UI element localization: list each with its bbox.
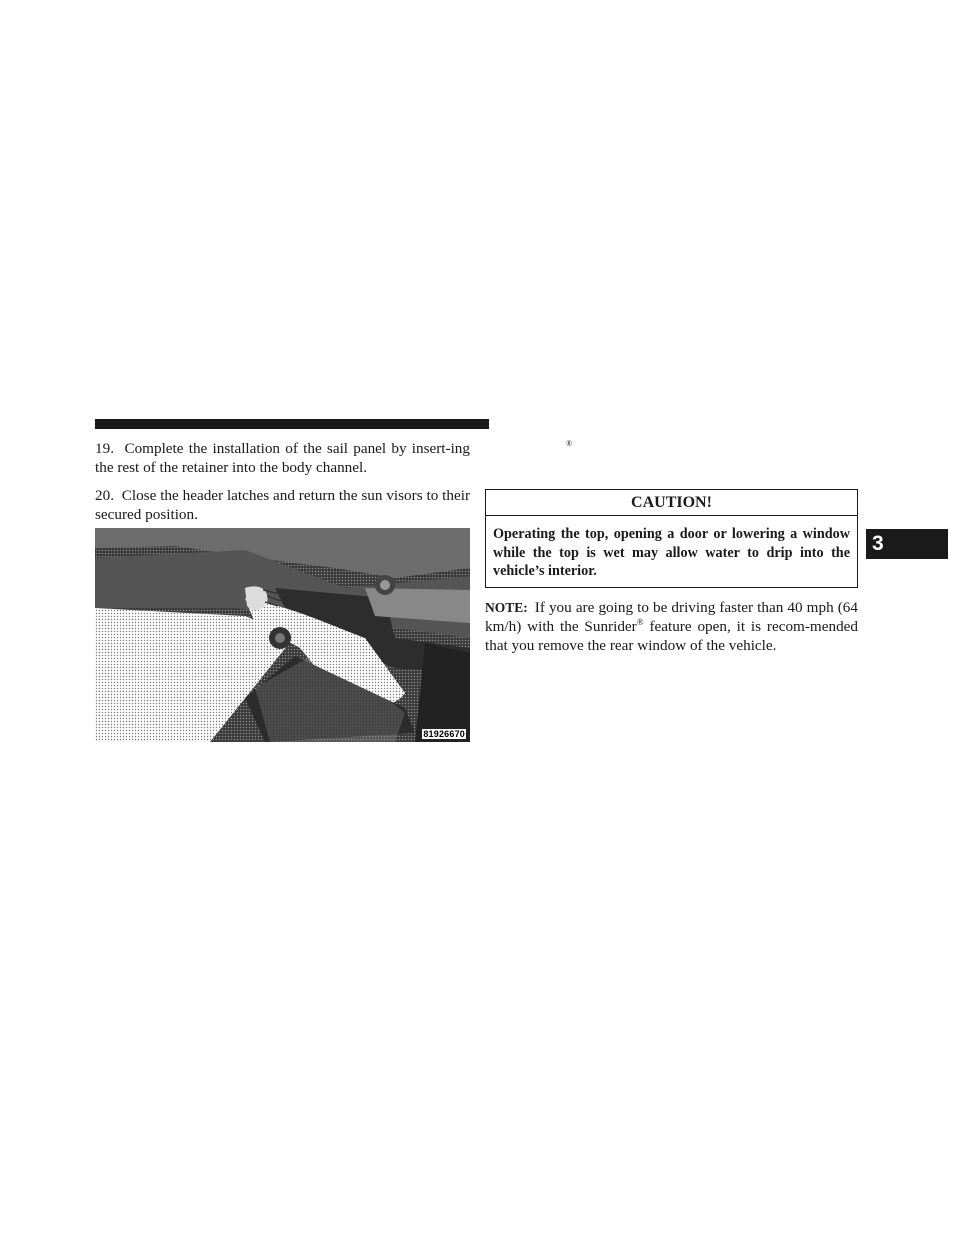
step-text: Complete the installation of the sail panel by insert-ing the rest of the retainer into the body channel. <box>95 440 470 476</box>
chapter-tab <box>866 529 948 559</box>
note-label: NOTE: <box>485 600 528 615</box>
figure-id: 81926670 <box>423 729 465 739</box>
step-text: Close the header latches and return the sun visors to their secured position. <box>95 487 471 523</box>
note-paragraph <box>485 598 858 655</box>
caution-title: CAUTION! <box>486 490 857 516</box>
chapter-number: 3 <box>872 532 884 555</box>
step-number: 19. <box>95 440 114 457</box>
step-19 <box>95 439 470 477</box>
sun-visor-illustration <box>95 528 470 742</box>
note-text-before: If you are going to be driving faster than 40 mph (64 km/h) with the Sunrider <box>485 599 858 635</box>
section-rule <box>95 419 489 429</box>
step-number: 20. <box>95 487 114 504</box>
caution-box <box>485 489 858 588</box>
caution-text: Operating the top, opening a door or lowering a window while the top is wet may allow water to drip into the vehicle’s interior. <box>493 526 850 579</box>
note-text-after: feature open, it is recom-mended that you remove the rear window of the vehicle. <box>485 618 859 654</box>
registered-mark: ® <box>636 616 644 627</box>
step-20 <box>95 486 470 524</box>
stray-registered-mark: ® <box>566 439 573 448</box>
